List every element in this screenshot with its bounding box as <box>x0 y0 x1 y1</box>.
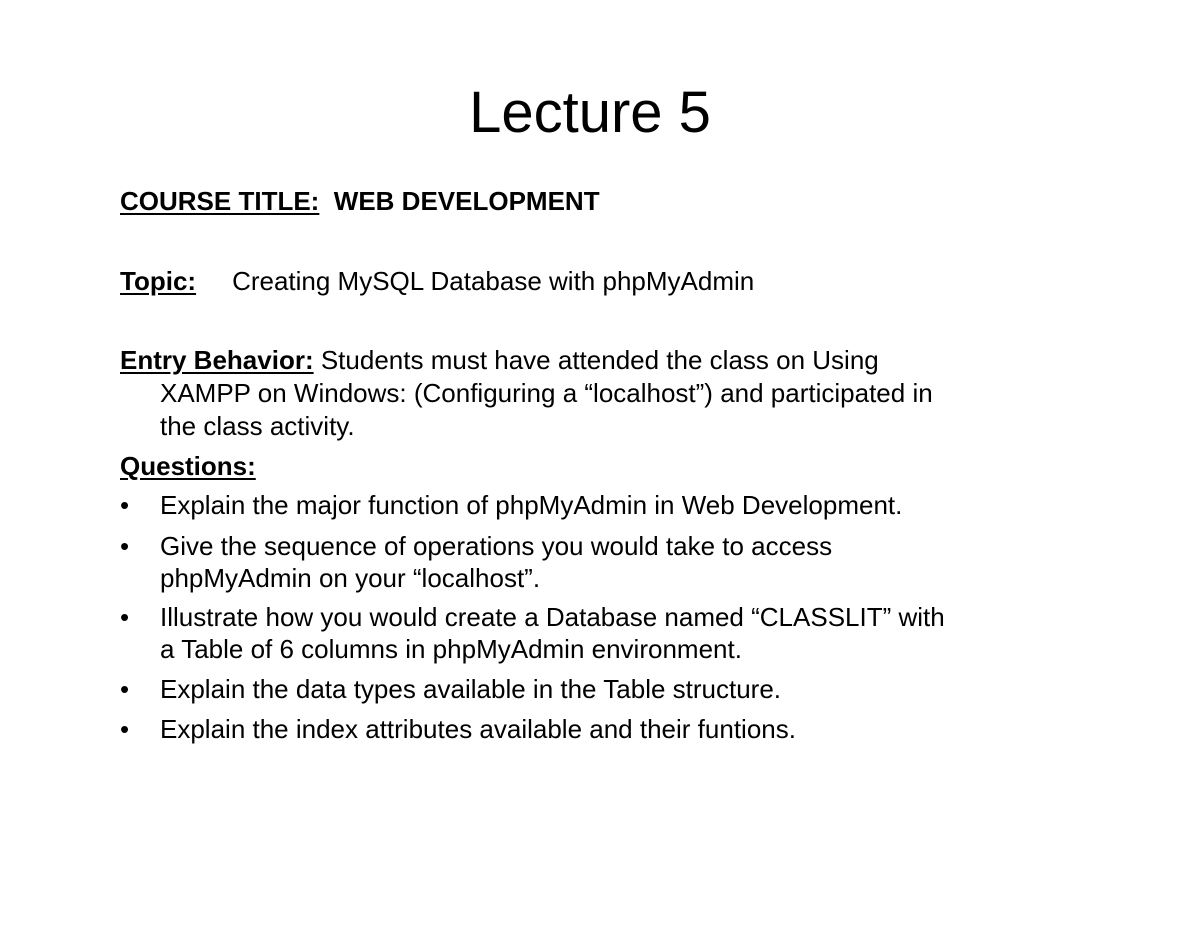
entry-behavior-text: the class activity. <box>160 411 355 441</box>
entry-behavior-text: XAMPP on Windows: (Configuring a “localhost”) and participated in <box>160 378 933 408</box>
topic-label: Topic: <box>120 266 197 296</box>
bullet-icon: • <box>120 714 130 744</box>
bullet-icon: • <box>120 674 130 704</box>
question-item: Explain the index attributes available and their funtions. <box>160 714 796 744</box>
topic-value: Creating MySQL Database with phpMyAdmin <box>232 266 755 296</box>
entry-behavior-text: Students must have attended the class on Using <box>320 345 879 375</box>
question-item-continued: a Table of 6 columns in phpMyAdmin environment. <box>160 634 742 664</box>
bullet-icon: • <box>120 490 130 520</box>
question-item: Explain the major function of phpMyAdmin in Web Development. <box>160 490 903 520</box>
entry-behavior-line <box>120 344 879 377</box>
questions-heading <box>120 450 256 483</box>
bullet-icon: • <box>120 531 130 561</box>
question-item: Give the sequence of operations you would take to access <box>160 531 833 561</box>
course-title-line <box>120 185 600 218</box>
slide-title: Lecture 5 <box>469 80 711 145</box>
course-title-value: WEB DEVELOPMENT <box>333 186 600 216</box>
question-item: Illustrate how you would create a Database named “CLASSLIT” with <box>160 602 945 632</box>
topic-line <box>120 265 754 298</box>
course-title-label: COURSE TITLE: <box>120 186 320 216</box>
question-item: Explain the data types available in the Table structure. <box>160 674 782 704</box>
bullet-icon: • <box>120 602 130 632</box>
question-item-continued: phpMyAdmin on your “localhost”. <box>160 563 541 593</box>
questions-label: Questions: <box>120 451 256 481</box>
entry-behavior-label: Entry Behavior: <box>120 345 314 375</box>
